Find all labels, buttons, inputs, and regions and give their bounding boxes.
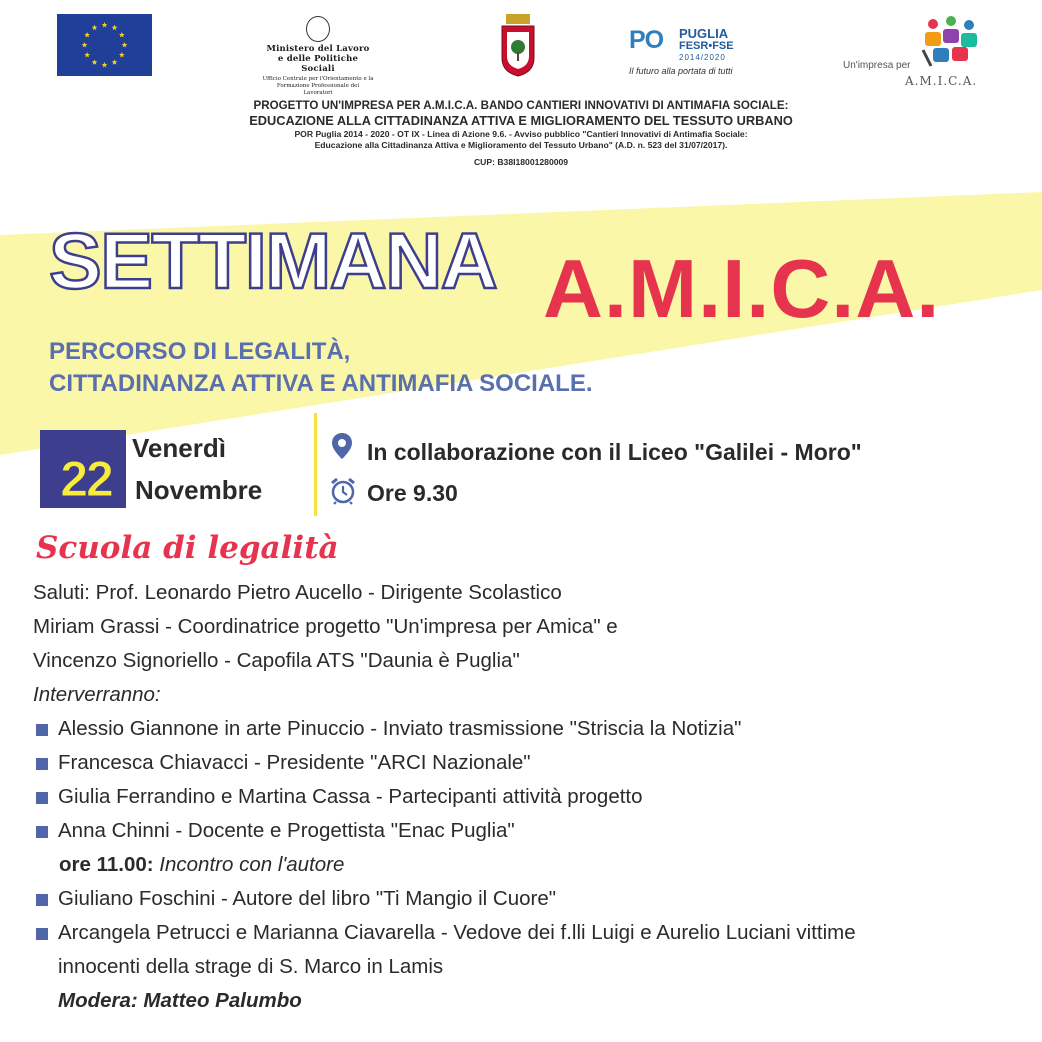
amica-prefix: Un'impresa per: [843, 60, 911, 71]
eu-star-icon: [82, 42, 88, 47]
eu-star-icon: [112, 25, 118, 30]
moderator: Modera: Matteo Palumbo: [58, 989, 302, 1012]
project-detail-line2: Educazione alla Cittadinanza Attiva e Miglioramento del Tessuto Urbano" (A.D. n. 523 del 31/07/2017).: [314, 140, 728, 150]
greeting-line: Miriam Grassi - Coordinatrice progetto "Un'impresa per Amica" e: [33, 615, 618, 638]
date-day-number: 22: [60, 451, 112, 507]
second-session: [33, 848, 1033, 882]
region-shield-icon: [500, 14, 536, 78]
second-session-time: ore 11.00:: [59, 853, 154, 876]
speakers-label: Interverranno:: [33, 683, 161, 706]
speaker-item: Giulia Ferrandino e Martina Cassa - Partecipanti attività progetto: [33, 780, 1033, 814]
eu-flag-icon: [57, 14, 152, 76]
program-list: [33, 576, 1033, 1018]
puglia-name: PUGLIA: [679, 26, 729, 41]
title-amica: A.M.I.C.A.: [543, 242, 941, 335]
speaker-item: Francesca Chiavacci - Presidente "ARCI Nazionale": [33, 746, 1033, 780]
section-title: Scuola di legalità: [36, 530, 339, 566]
author-item: Giuliano Foschini - Autore del libro "Ti Mangio il Cuore": [33, 882, 1033, 916]
eu-star-icon: [119, 52, 125, 57]
subtitle: [49, 336, 593, 400]
collaboration-text: In collaborazione con il Liceo "Galilei - Moro": [367, 439, 862, 465]
greeting-line: Saluti: Prof. Leonardo Pietro Aucello - Dirigente Scolastico: [33, 581, 562, 604]
ministry-line1: Ministero del Lavoro: [266, 44, 370, 54]
eu-star-icon: [102, 62, 108, 67]
amica-logo: [843, 16, 983, 88]
alarm-clock-icon: [330, 477, 356, 505]
subtitle-line1: PERCORSO DI LEGALITÀ,: [49, 338, 351, 365]
ministry-line2: e delle Politiche Sociali: [277, 54, 359, 74]
date-month: Novembre: [135, 475, 263, 505]
eu-star-icon: [84, 32, 90, 37]
eu-star-icon: [92, 25, 98, 30]
italian-republic-emblem-icon: [306, 16, 330, 42]
second-session-label: Incontro con l'autore: [159, 853, 345, 876]
title-settimana: SETTIMANA: [49, 216, 497, 305]
amica-name: A.M.I.C.A.: [905, 74, 978, 88]
author-item-continuation: innocenti della strage di S. Marco in Lamis: [58, 955, 444, 978]
puglia-slogan: Il futuro alla portata di tutti: [629, 66, 733, 76]
eu-star-icon: [92, 59, 98, 64]
greeting-line: Vincenzo Signoriello - Capofila ATS "Daunia è Puglia": [33, 649, 520, 672]
author-item: Arcangela Petrucci e Marianna Ciavarella - Vedove dei f.lli Luigi e Aurelio Luciani vittime: [33, 916, 1033, 950]
location-pin-icon: [331, 432, 353, 460]
project-title-line1: PROGETTO UN'IMPRESA PER A.M.I.C.A. BANDO CANTIERI INNOVATIVI DI ANTIMAFIA SOCIALE:: [253, 99, 789, 112]
eu-star-icon: [112, 59, 118, 64]
eu-star-icon: [84, 52, 90, 57]
puglia-fund: FESR•FSE: [679, 40, 734, 52]
speaker-item: Anna Chinni - Docente e Progettista "Enac Puglia": [33, 814, 1033, 848]
project-detail-line1: POR Puglia 2014 - 2020 - OT IX - Linea di Azione 9.6. - Avviso pubblico "Cantieri Innovativi di Antimafia Sociale:: [294, 129, 748, 139]
amica-puzzle-figures-icon: [919, 16, 983, 72]
ministry-line3: Ufficio Centrale per l'Orientamento e la Formazione Professionale dei Lavoratori: [262, 76, 374, 96]
ministry-logo: [262, 16, 374, 97]
date-divider: [314, 413, 317, 516]
puglia-po-mark: PO: [629, 26, 664, 54]
eu-star-icon: [102, 22, 108, 27]
project-cup: CUP: B38I18001280009: [473, 157, 569, 167]
puglia-years: 2014/2020: [679, 53, 726, 62]
project-title-line2: EDUCAZIONE ALLA CITTADINANZA ATTIVA E MIGLIORAMENTO DEL TESSUTO URBANO: [249, 113, 793, 128]
speaker-item: Alessio Giannone in arte Pinuccio - Inviato trasmissione "Striscia la Notizia": [33, 712, 1033, 746]
event-time: Ore 9.30: [367, 480, 458, 506]
project-header: [150, 99, 892, 168]
eu-star-icon: [122, 42, 128, 47]
eu-star-icon: [119, 32, 125, 37]
subtitle-line2: CITTADINANZA ATTIVA E ANTIMAFIA SOCIALE.: [49, 370, 593, 397]
date-weekday: Venerdì: [132, 433, 226, 463]
